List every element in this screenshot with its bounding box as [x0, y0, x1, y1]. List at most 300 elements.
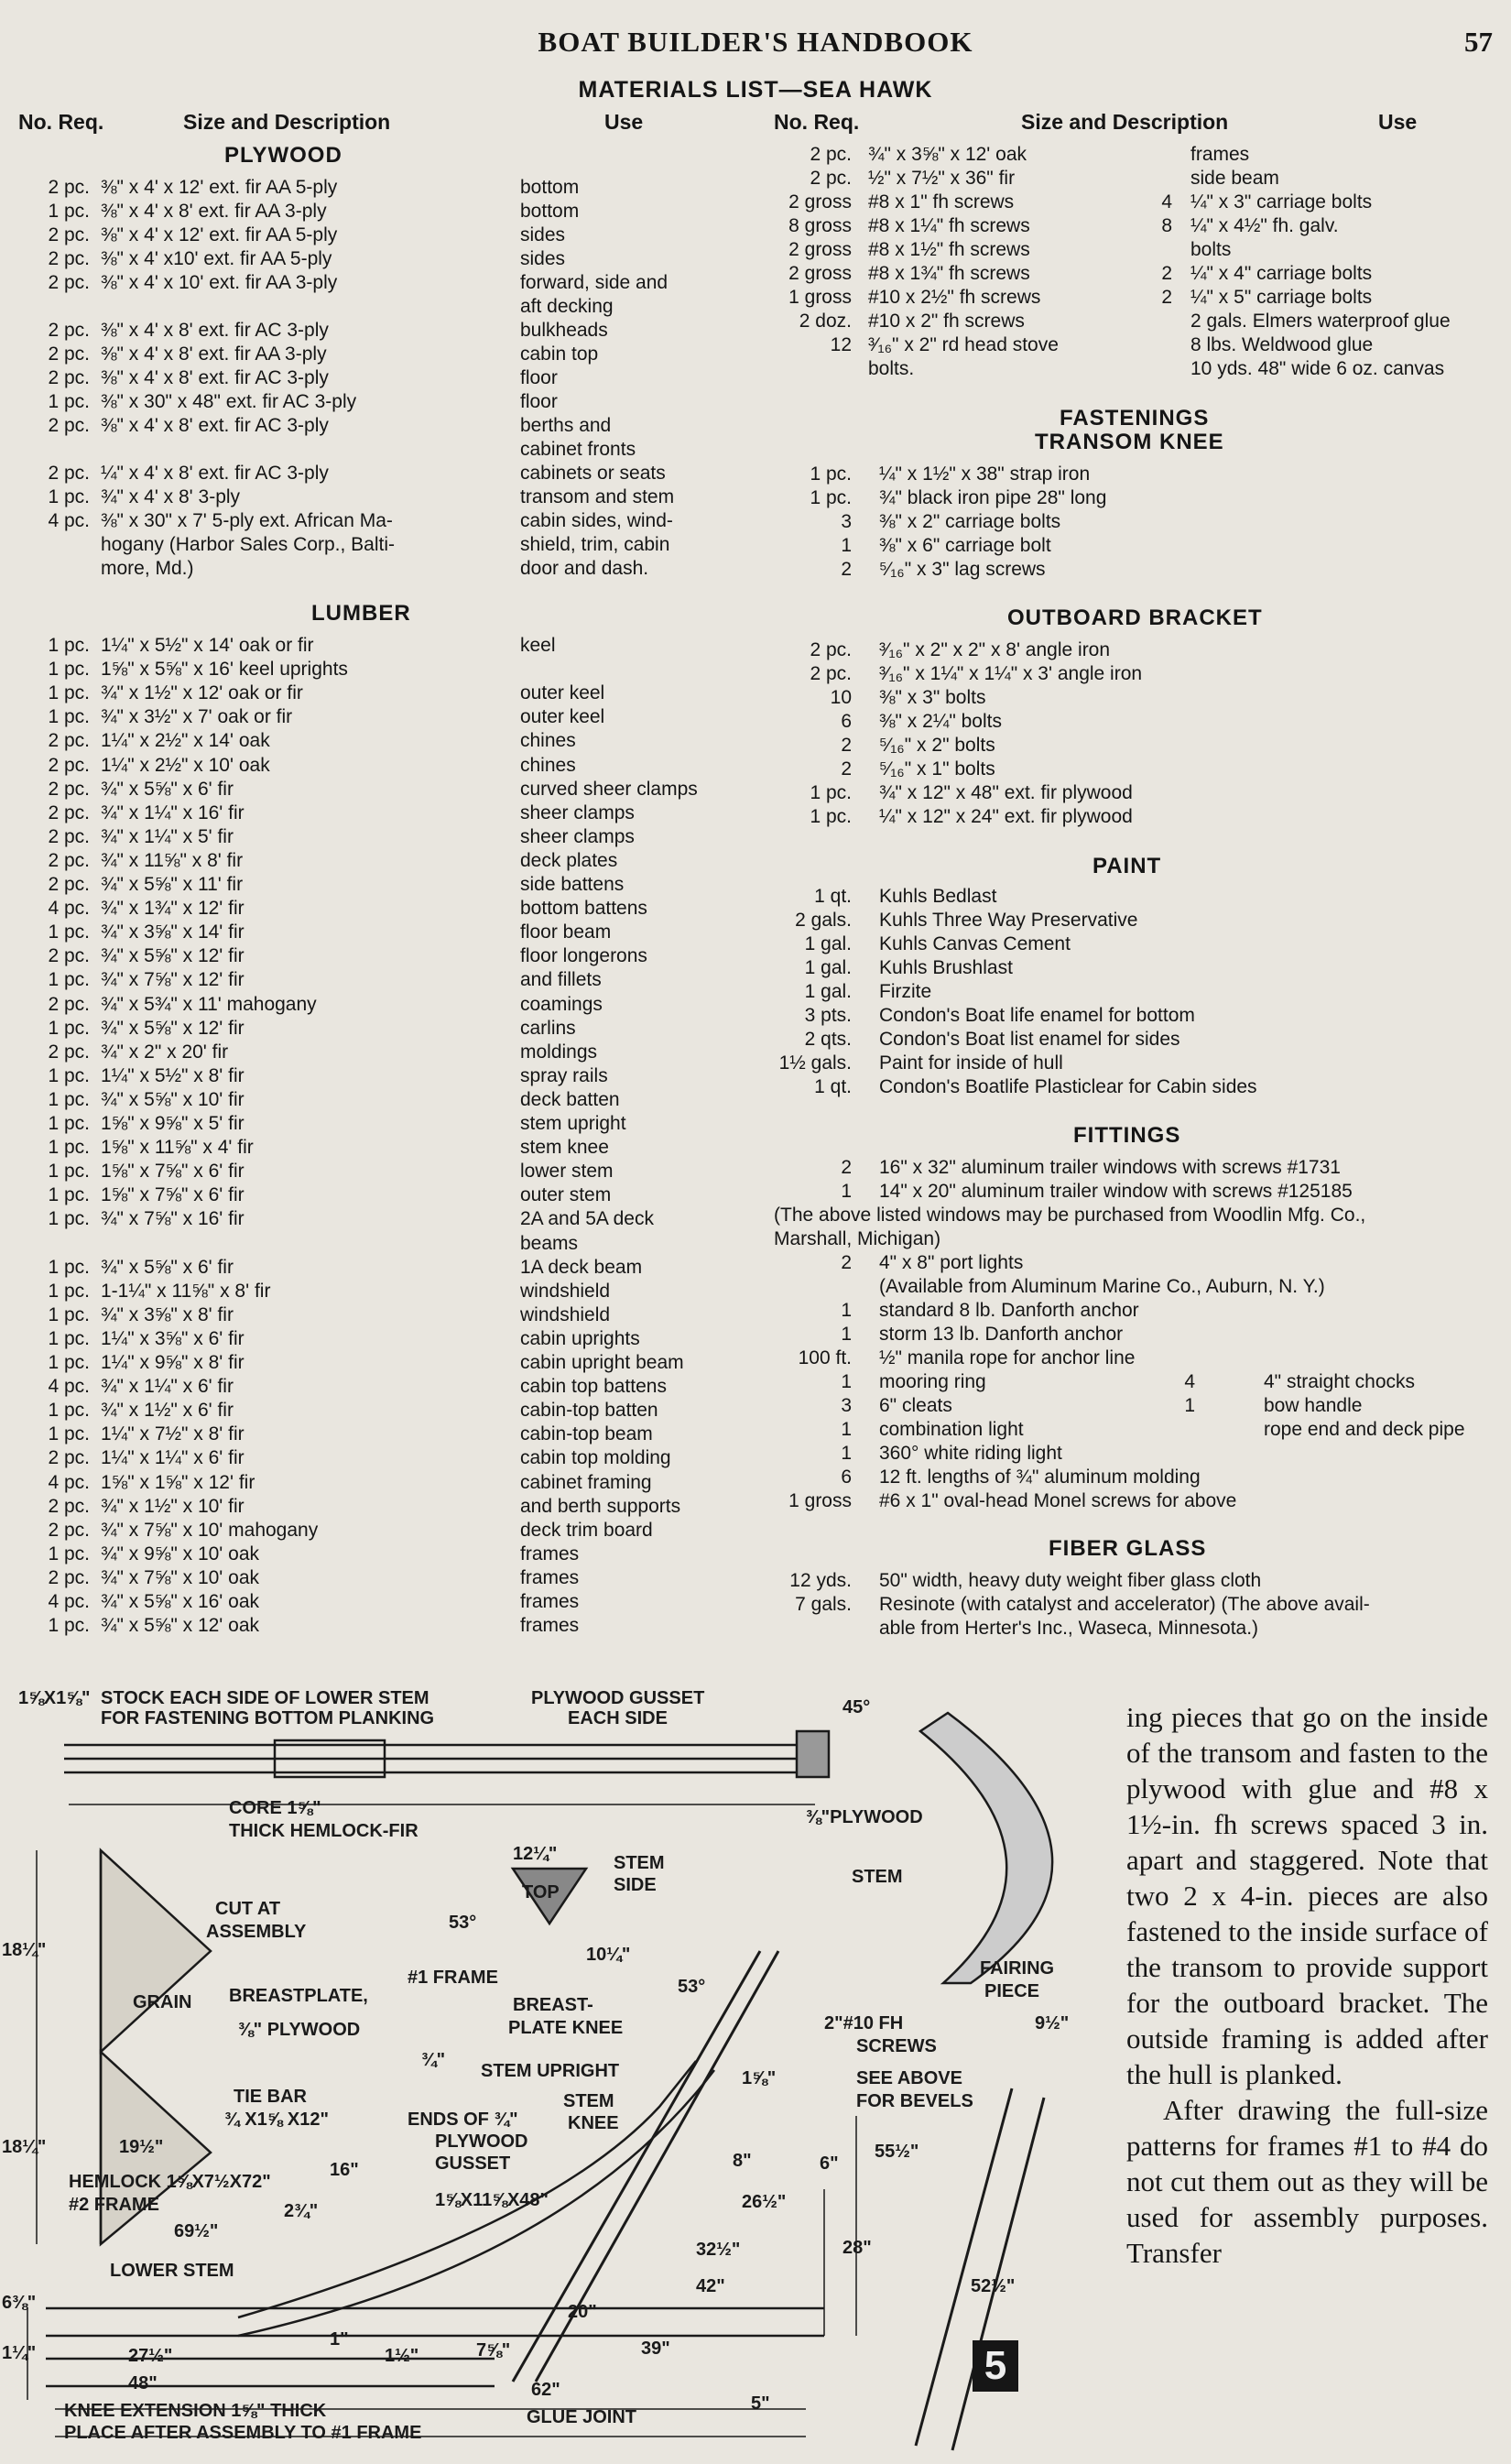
- qty-cell: 1 pc.: [48, 969, 90, 991]
- qty-cell: 1 pc.: [48, 1137, 90, 1159]
- description-cell: ¾" x 2" x 20' fir: [101, 1041, 229, 1063]
- qty-cell: 2: [841, 735, 852, 756]
- qty2-cell: 2: [1161, 263, 1172, 284]
- description-cell: #6 x 1" oval-head Monel screws for above: [879, 1490, 1237, 1511]
- qty-cell: 4 pc.: [48, 898, 90, 920]
- description-cell: 1⅝" x 7⅝" x 6' fir: [101, 1184, 245, 1206]
- qty-cell: 3: [841, 511, 852, 532]
- use-cell: deck trim board: [520, 1519, 653, 1541]
- description-cell: Condon's Boat list enamel for sides: [879, 1029, 1180, 1050]
- description-cell: ¾" x 7⅝" x 10' mahogany: [101, 1519, 319, 1541]
- fig-lowerstem: LOWER STEM: [110, 2261, 234, 2281]
- qty-cell: 2 pc.: [48, 415, 90, 436]
- fig-stemknee: STEM: [563, 2091, 614, 2111]
- description-cell: ⅜" x 4' x10' ext. fir AA 5-ply: [101, 248, 332, 269]
- qty-cell: 1 pc.: [48, 682, 90, 704]
- description-cell: Firzite: [879, 981, 932, 1002]
- qty-cell: 2 pc.: [48, 343, 90, 365]
- description-cell: ³⁄₁₆" x 2" x 2" x 8' angle iron: [879, 639, 1111, 660]
- fig-top: TOP: [522, 1882, 560, 1903]
- qty-cell: 1: [841, 1324, 852, 1345]
- fig-ends3: GUSSET: [435, 2153, 511, 2174]
- fig-d2712: 27½": [128, 2346, 173, 2366]
- description-cell: (Available from Aluminum Marine Co., Auburn, N. Y.): [879, 1276, 1325, 1297]
- fig-core: CORE 1⅝": [229, 1798, 321, 1818]
- description-cell: ¾" x 3⅝" x 14' fir: [101, 921, 245, 943]
- qty-cell: 1 pc.: [810, 782, 852, 803]
- qty-cell: 7 gals.: [795, 1594, 852, 1615]
- description-cell: (The above listed windows may be purchased from Woodlin Mfg. Co.,: [774, 1205, 1366, 1226]
- description-cell: ¾" x 1¼" x 16' fir: [101, 801, 245, 823]
- description-cell: Marshall, Michigan): [774, 1228, 941, 1249]
- use-cell: keel: [520, 635, 556, 656]
- description-cell: ¾" x 12" x 48" ext. fir plywood: [879, 782, 1133, 803]
- use-cell: frames: [1190, 144, 1250, 165]
- description-cell: 1⅝" x 11⅝" x 4' fir: [101, 1137, 254, 1159]
- fig-fh: 2"#10 FH: [824, 2013, 904, 2033]
- use-cell: ¼" x 4½" fh. galv.: [1190, 215, 1339, 236]
- description-cell: ⁵⁄₁₆" x 2" bolts: [879, 735, 995, 756]
- qty-cell: 2 pc.: [48, 778, 90, 800]
- fig-d6: 6": [820, 2153, 839, 2174]
- qty-cell: 2: [841, 758, 852, 780]
- fig-d758: 7⅝": [476, 2340, 511, 2360]
- description-cell: Resinote (with catalyst and accelerator) (The above avail-: [879, 1594, 1370, 1615]
- qty-cell: 2 pc.: [48, 463, 90, 484]
- fig-d39: 39": [641, 2339, 670, 2359]
- use-cell: sheer clamps: [520, 801, 635, 823]
- description-cell: ¾" x 7⅝" x 10' oak: [101, 1566, 260, 1588]
- use-cell: berths and: [520, 415, 612, 436]
- description-cell: Condon's Boat life enamel for bottom: [879, 1005, 1195, 1026]
- description-cell: 1⅝" x 7⅝" x 6' fir: [101, 1161, 245, 1183]
- qty-cell: 12 yds.: [789, 1570, 852, 1591]
- description-cell: ¾" x 7⅝" x 16' fir: [101, 1208, 245, 1230]
- use-cell: floor longerons: [520, 945, 647, 967]
- description-cell: ³⁄₁₆" x 2" rd head stove: [868, 334, 1059, 355]
- qty-cell: 1 gross: [788, 1490, 852, 1511]
- qty-cell: 1 pc.: [810, 487, 852, 508]
- use-cell: chines: [520, 754, 576, 776]
- use-cell: cabin top battens: [520, 1376, 667, 1398]
- description-cell: Paint for inside of hull: [879, 1052, 1063, 1074]
- description-cell: ¾" x 5⅝" x 6' fir: [101, 1256, 234, 1278]
- qty-cell: 1 qt.: [814, 886, 852, 907]
- description-cell: ½" x 7½" x 36" fir: [868, 168, 1016, 189]
- fig-breastply: ⅜" PLYWOOD: [238, 2020, 361, 2040]
- running-header: [0, 26, 1511, 66]
- description-cell: ¾" x 1½" x 10' fir: [101, 1495, 245, 1517]
- description-cell: ¾" x 1½" x 12' oak or fir: [101, 682, 303, 704]
- use-cell: windshield: [520, 1280, 611, 1302]
- qty-cell: 2 gross: [788, 239, 852, 260]
- right-header-use: Use: [1378, 110, 1418, 134]
- description-cell: ⅜" x 4' x 10' ext. fir AA 3-ply: [101, 272, 338, 293]
- description-cell: ⅜" x 4' x 8' ext. fir AA 3-ply: [101, 343, 327, 365]
- use-cell: 2A and 5A deck: [520, 1208, 654, 1230]
- fittings-title: FITTINGS: [1073, 1123, 1181, 1148]
- use-cell: forward, side and: [520, 272, 669, 293]
- use-cell: side battens: [520, 874, 625, 895]
- description-cell: ⅜" x 4' x 8' ext. fir AA 3-ply: [101, 201, 327, 222]
- description-cell: 1⅝" x 1⅝" x 12' fir: [101, 1471, 255, 1493]
- fig-gusset: PLYWOOD GUSSET: [531, 1688, 705, 1708]
- use-cell: outer keel: [520, 706, 605, 728]
- use-cell: ¼" x 5" carriage bolts: [1190, 287, 1373, 308]
- fig-cut: CUT AT: [215, 1899, 281, 1919]
- description-cell: 1¼" x 3⅝" x 6' fir: [101, 1327, 245, 1349]
- description-cell: 360° white riding light: [879, 1443, 1062, 1464]
- description-cell: ⅜" x 4' x 12' ext. fir AA 5-ply: [101, 224, 338, 245]
- qty-cell: 1 pc.: [48, 1113, 90, 1134]
- use-cell: bottom: [520, 177, 580, 198]
- qty-cell: 2 pc.: [48, 367, 90, 388]
- qty-cell: 2 pc.: [48, 1495, 90, 1517]
- description-cell: ¾" black iron pipe 28" long: [879, 487, 1107, 508]
- fig-d48: 48": [128, 2373, 158, 2393]
- page-number: 57: [1464, 26, 1493, 58]
- qty-cell: 2 pc.: [810, 663, 852, 684]
- qty-cell: 2 pc.: [48, 874, 90, 895]
- description-cell: ⅜" x 6" carriage bolt: [879, 535, 1051, 556]
- use-cell: 1A deck beam: [520, 1256, 643, 1278]
- description-cell: ¼" x 4' x 8' ext. fir AC 3-ply: [101, 463, 329, 484]
- description-cell: Kuhls Bedlast: [879, 886, 997, 907]
- description-cell: ¾" x 5⅝" x 6' fir: [101, 778, 234, 800]
- description-cell: ¾" x 5⅝" x 10' fir: [101, 1088, 245, 1110]
- description-cell: ⁵⁄₁₆" x 3" lag screws: [879, 559, 1046, 580]
- description-cell: #8 x 1½" fh screws: [868, 239, 1030, 260]
- qty-cell: 6: [841, 711, 852, 732]
- qty-cell: 1 gal.: [804, 981, 852, 1002]
- description-cell: 1¼" x 5½" x 8' fir: [101, 1064, 245, 1086]
- description-cell: ¼" x 1½" x 38" strap iron: [879, 463, 1091, 485]
- description-cell: ¾" x 5⅝" x 16' oak: [101, 1591, 260, 1612]
- use-cell: ¼" x 3" carriage bolts: [1190, 191, 1373, 213]
- qty-cell: 3: [841, 1395, 852, 1416]
- use-cell: deck plates: [520, 849, 618, 871]
- qty-cell: 2 qts.: [804, 1029, 852, 1050]
- qty-cell: 2 doz.: [799, 311, 852, 332]
- use-cell: cabinet fronts: [520, 439, 636, 460]
- qty-cell: 2 pc.: [48, 945, 90, 967]
- fig-d1x: 1⅝X11⅝X48": [435, 2190, 549, 2210]
- use-cell: shield, trim, cabin: [520, 534, 670, 555]
- fig-stem: STEM: [852, 1867, 903, 1887]
- description-cell: 1¼" x 9⅝" x 8' fir: [101, 1352, 245, 1373]
- description-cell: 1⅝" x 9⅝" x 5' fir: [101, 1113, 245, 1134]
- use-cell: sides: [520, 248, 566, 269]
- qty-cell: 4 pc.: [48, 510, 90, 531]
- use-cell: chines: [520, 730, 576, 752]
- qty-cell: 1 pc.: [48, 635, 90, 656]
- fig-bpk: BREAST-: [513, 1995, 593, 2015]
- qty-cell: 1 pc.: [48, 1352, 90, 1373]
- use-cell: sheer clamps: [520, 825, 635, 847]
- description-cell: 16" x 32" aluminum trailer windows with screws #1731: [879, 1157, 1341, 1178]
- left-header-use: Use: [604, 110, 644, 134]
- description-cell: ⅜" x 4' x 8' ext. fir AC 3-ply: [101, 415, 329, 436]
- description-cell: ⅜" x 30" x 48" ext. fir AC 3-ply: [101, 391, 357, 412]
- qty-cell: 2 pc.: [48, 1447, 90, 1469]
- use-cell: bottom battens: [520, 898, 647, 920]
- qty2-cell: 8: [1161, 215, 1172, 236]
- use-cell: bottom: [520, 201, 580, 222]
- use-cell: cabin upright beam: [520, 1352, 684, 1373]
- fig-d158: 1⅝": [742, 2068, 777, 2088]
- fig-gusset2: EACH SIDE: [568, 1708, 668, 1728]
- fig-d1814a: 18¼": [2, 1940, 47, 1960]
- use-cell: 2 gals. Elmers waterproof glue: [1190, 311, 1451, 332]
- fig-ends: ENDS OF ¾": [408, 2110, 518, 2130]
- fig-hemlock: HEMLOCK 1⅝X7½X72": [69, 2172, 271, 2192]
- description-cell: 1¼" x 5½" x 14' oak or fir: [101, 635, 314, 656]
- fig-d5: 5": [751, 2393, 770, 2414]
- description-cell: storm 13 lb. Danforth anchor: [879, 1324, 1124, 1345]
- description-cell: bolts.: [868, 358, 915, 379]
- fig-stock2: FOR FASTENING BOTTOM PLANKING: [101, 1708, 435, 1728]
- qty-cell: 4 pc.: [48, 1471, 90, 1493]
- description-cell: ¾" x 1¼" x 5' fir: [101, 825, 234, 847]
- fig-d5512: 55½": [875, 2142, 919, 2162]
- qty-cell: 2 pc.: [48, 730, 90, 752]
- lumber-title: LUMBER: [311, 601, 411, 626]
- qty-cell: 1 pc.: [48, 1088, 90, 1110]
- use-cell: cabin top: [520, 343, 599, 365]
- description-cell: ¾" x 5¾" x 11' mahogany: [101, 993, 317, 1015]
- fig-d5212: 52½": [971, 2276, 1016, 2296]
- fig-glue: GLUE JOINT: [527, 2407, 637, 2427]
- description-cell: 1¼" x 2½" x 10' oak: [101, 754, 270, 776]
- qty2-cell: 4: [1161, 191, 1172, 213]
- use-cell: stem knee: [520, 1137, 609, 1159]
- qty-cell: 2: [841, 1157, 852, 1178]
- description-cell: ¾" x 9⅝" x 10' oak: [101, 1543, 260, 1565]
- description-cell: Kuhls Canvas Cement: [879, 933, 1071, 954]
- plywood-title: PLYWOOD: [224, 143, 342, 168]
- qty-cell: 1 pc.: [48, 1543, 90, 1565]
- fig-d114: 1¼": [2, 2343, 37, 2363]
- qty-cell: 2 pc.: [48, 177, 90, 198]
- description-cell: 50" width, heavy duty weight fiber glass cloth: [879, 1570, 1262, 1591]
- description-cell: ¾" x 3½" x 7' oak or fir: [101, 706, 293, 728]
- outboard-title: OUTBOARD BRACKET: [1007, 605, 1263, 630]
- description-cell: 1¼" x 7½" x 8' fir: [101, 1423, 245, 1445]
- figure-number: 5: [973, 2340, 1018, 2392]
- description-cell: more, Md.): [101, 558, 194, 579]
- fig-d34: ¾": [421, 2050, 446, 2070]
- fig-d1814b: 18¼": [2, 2137, 47, 2157]
- description-cell: ⁵⁄₁₆" x 1" bolts: [879, 758, 995, 780]
- fig-stemup: STEM UPRIGHT: [481, 2061, 620, 2081]
- qty-cell: 1: [841, 1371, 852, 1392]
- qty2-cell: 1: [1184, 1395, 1195, 1416]
- use-cell: 8 lbs. Weldwood glue: [1190, 334, 1374, 355]
- use-cell: 4" straight chocks: [1264, 1371, 1416, 1392]
- use-cell: lower stem: [520, 1161, 614, 1183]
- fig-tiebar2: ¾ X1⅝ X12": [224, 2110, 330, 2130]
- description-cell: ¾" x 5⅝" x 12' oak: [101, 1615, 260, 1637]
- qty-cell: 1 pc.: [48, 1256, 90, 1278]
- description-cell: Kuhls Three Way Preservative: [879, 910, 1138, 931]
- fig-cut2: ASSEMBLY: [206, 1922, 307, 1942]
- description-cell: #8 x 1" fh screws: [868, 191, 1015, 213]
- use-cell: deck batten: [520, 1088, 620, 1110]
- description-cell: #10 x 2" fh screws: [868, 311, 1025, 332]
- qty-cell: 1 pc.: [48, 1303, 90, 1325]
- description-cell: ¾" x 5⅝" x 12' fir: [101, 1017, 245, 1039]
- qty-cell: 1 pc.: [48, 1161, 90, 1183]
- description-cell: ¾" x 7⅝" x 12' fir: [101, 969, 245, 991]
- left-header-size: Size and Description: [183, 110, 391, 134]
- qty-cell: 1: [841, 1443, 852, 1464]
- left-header-no-req: No. Req.: [18, 110, 104, 134]
- description-cell: ¾" x 5⅝" x 12' fir: [101, 945, 245, 967]
- fig-ends2: PLYWOOD: [435, 2131, 528, 2152]
- description-cell: ⅜" x 2" carriage bolts: [879, 511, 1061, 532]
- use-cell: curved sheer clamps: [520, 778, 698, 800]
- fig-bpk2: PLATE KNEE: [508, 2018, 624, 2038]
- qty-cell: 2 pc.: [48, 993, 90, 1015]
- qty-cell: 1 pc.: [48, 391, 90, 412]
- description-cell: 12 ft. lengths of ¾" aluminum molding: [879, 1466, 1201, 1488]
- use-cell: stem upright: [520, 1113, 626, 1134]
- description-cell: ⅜" x 3" bolts: [879, 687, 986, 708]
- fig-stemknee2: KNEE: [568, 2113, 619, 2133]
- description-cell: ¾" x 4' x 8' 3-ply: [101, 486, 241, 507]
- fig-a53a: 53°: [449, 1913, 477, 1933]
- qty-cell: 4 pc.: [48, 1591, 90, 1612]
- fastenings-title: FASTENINGS: [1060, 406, 1210, 431]
- use-cell: frames: [520, 1615, 580, 1637]
- qty-cell: 1: [841, 535, 852, 556]
- use-cell: rope end and deck pipe: [1264, 1419, 1465, 1440]
- use-cell: floor beam: [520, 921, 612, 943]
- fig-d20: 20": [568, 2302, 597, 2322]
- qty-cell: 1 pc.: [810, 463, 852, 485]
- fig-frame1: #1 FRAME: [408, 1968, 498, 1988]
- qty-cell: 1 pc.: [48, 1327, 90, 1349]
- use-cell: cabin top molding: [520, 1447, 671, 1469]
- description-cell: standard 8 lb. Danforth anchor: [879, 1300, 1139, 1321]
- use-cell: ¼" x 4" carriage bolts: [1190, 263, 1373, 284]
- qty-cell: 1 qt.: [814, 1076, 852, 1097]
- qty-cell: 2 pc.: [48, 1566, 90, 1588]
- description-cell: able from Herter's Inc., Waseca, Minnesota.): [879, 1618, 1259, 1639]
- qty2-cell: 2: [1161, 287, 1172, 308]
- use-cell: cabinets or seats: [520, 463, 666, 484]
- use-cell: cabin-top batten: [520, 1400, 658, 1422]
- description-cell: Kuhls Brushlast: [879, 957, 1013, 978]
- fig-d62: 62": [531, 2380, 560, 2400]
- qty-cell: 1 pc.: [48, 1184, 90, 1206]
- qty-cell: 1 pc.: [48, 659, 90, 681]
- fig-fairing2: PIECE: [984, 1981, 1040, 2001]
- paint-title: PAINT: [1092, 854, 1162, 878]
- fig-stemside2: SIDE: [614, 1875, 657, 1895]
- qty-cell: 1 gal.: [804, 957, 852, 978]
- qty-cell: 1 pc.: [48, 706, 90, 728]
- qty-cell: 2 pc.: [48, 272, 90, 293]
- description-cell: ¾" x 3⅝" x 12' oak: [868, 144, 1027, 165]
- description-cell: ¾" x 11⅝" x 8' fir: [101, 849, 244, 871]
- description-cell: ¾" x 5⅝" x 11' fir: [101, 874, 244, 895]
- description-cell: ¾" x 3⅝" x 8' fir: [101, 1303, 234, 1325]
- qty-cell: 2 pc.: [48, 1041, 90, 1063]
- fig-see2: FOR BEVELS: [856, 2091, 973, 2111]
- description-cell: ⅜" x 4' x 8' ext. fir AC 3-ply: [101, 320, 329, 341]
- description-cell: 1¼" x 2½" x 14' oak: [101, 730, 270, 752]
- qty-cell: 1 gross: [788, 287, 852, 308]
- use-cell: cabin sides, wind-: [520, 510, 673, 531]
- fig-d3212: 32½": [696, 2240, 741, 2260]
- qty-cell: 2: [841, 1252, 852, 1273]
- qty-cell: 2 pc.: [48, 320, 90, 341]
- fig-d112: 1½": [385, 2346, 419, 2366]
- qty-cell: 1 pc.: [48, 1064, 90, 1086]
- use-cell: bow handle: [1264, 1395, 1363, 1416]
- use-cell: beams: [520, 1232, 579, 1254]
- use-cell: outer keel: [520, 682, 605, 704]
- qty-cell: 3 pts.: [804, 1005, 852, 1026]
- fig-d16: 16": [330, 2160, 359, 2180]
- body-paragraph-2: After drawing the full-size patterns for frames #1 to #4 do not cut them out as they will be used for assembly purposes. Transfer: [1126, 2094, 1488, 2269]
- qty-cell: 1: [841, 1300, 852, 1321]
- right-header-size: Size and Description: [1021, 110, 1229, 134]
- right-header-no-req: No. Req.: [774, 110, 860, 134]
- description-cell: Condon's Boatlife Plasticlear for Cabin sides: [879, 1076, 1257, 1097]
- qty2-cell: 4: [1184, 1371, 1195, 1392]
- description-cell: #10 x 2½" fh screws: [868, 287, 1041, 308]
- fig-d28: 28": [842, 2238, 872, 2258]
- use-cell: bulkheads: [520, 320, 608, 341]
- use-cell: door and dash.: [520, 558, 649, 579]
- qty-cell: 1 pc.: [810, 806, 852, 827]
- description-cell: ³⁄₁₆" x 1¼" x 1¼" x 3' angle iron: [879, 663, 1143, 684]
- qty-cell: 1 pc.: [48, 486, 90, 507]
- fig-d1912: 19½": [119, 2137, 164, 2157]
- description-cell: combination light: [879, 1419, 1024, 1440]
- description-cell: 1-1¼" x 11⅝" x 8' fir: [101, 1280, 271, 1302]
- qty-cell: 2 gross: [788, 191, 852, 213]
- use-cell: aft decking: [520, 296, 614, 317]
- qty-cell: 2 pc.: [48, 849, 90, 871]
- qty-cell: 2 pc.: [48, 224, 90, 245]
- description-cell: 1¼" x 1¼" x 6' fir: [101, 1447, 245, 1469]
- description-cell: hogany (Harbor Sales Corp., Balti-: [101, 534, 395, 555]
- use-cell: outer stem: [520, 1184, 612, 1206]
- description-cell: ¾" x 1¾" x 12' fir: [101, 898, 245, 920]
- transom-knee-title: TRANSOM KNEE: [1035, 430, 1224, 454]
- description-cell: ¾" x 1½" x 6' fir: [101, 1400, 234, 1422]
- qty-cell: 1: [841, 1181, 852, 1202]
- qty-cell: 1 pc.: [48, 1017, 90, 1039]
- body-paragraph-1: ing pieces that go on the inside of the transom and fasten to the plywood with glue and #8 x 1½-in. fh screws spaced 3 in. apart and staggered. Note that two 2 x 4-in. pieces are also fastened to the inside surface of the transom to provide support for the outboard bracket. The outside framing is added after the hull is planked.: [1126, 1701, 1488, 2090]
- fig-d1: 1": [330, 2329, 349, 2350]
- materials-title: MATERIALS LIST—SEA HAWK: [578, 77, 933, 103]
- qty-cell: 2 pc.: [810, 639, 852, 660]
- use-cell: spray rails: [520, 1064, 608, 1086]
- fig-grain: GRAIN: [133, 1992, 192, 2012]
- qty-cell: 2 pc.: [48, 801, 90, 823]
- fig-frame2: #2 FRAME: [69, 2195, 159, 2215]
- fig-breastplate: BREASTPLATE,: [229, 1986, 368, 2006]
- description-cell: ¾" x 1¼" x 6' fir: [101, 1376, 234, 1398]
- description-cell: mooring ring: [879, 1371, 986, 1392]
- fig-core2: THICK HEMLOCK-FIR: [229, 1821, 419, 1841]
- qty-cell: 2 pc.: [48, 754, 90, 776]
- use-cell: frames: [520, 1543, 580, 1565]
